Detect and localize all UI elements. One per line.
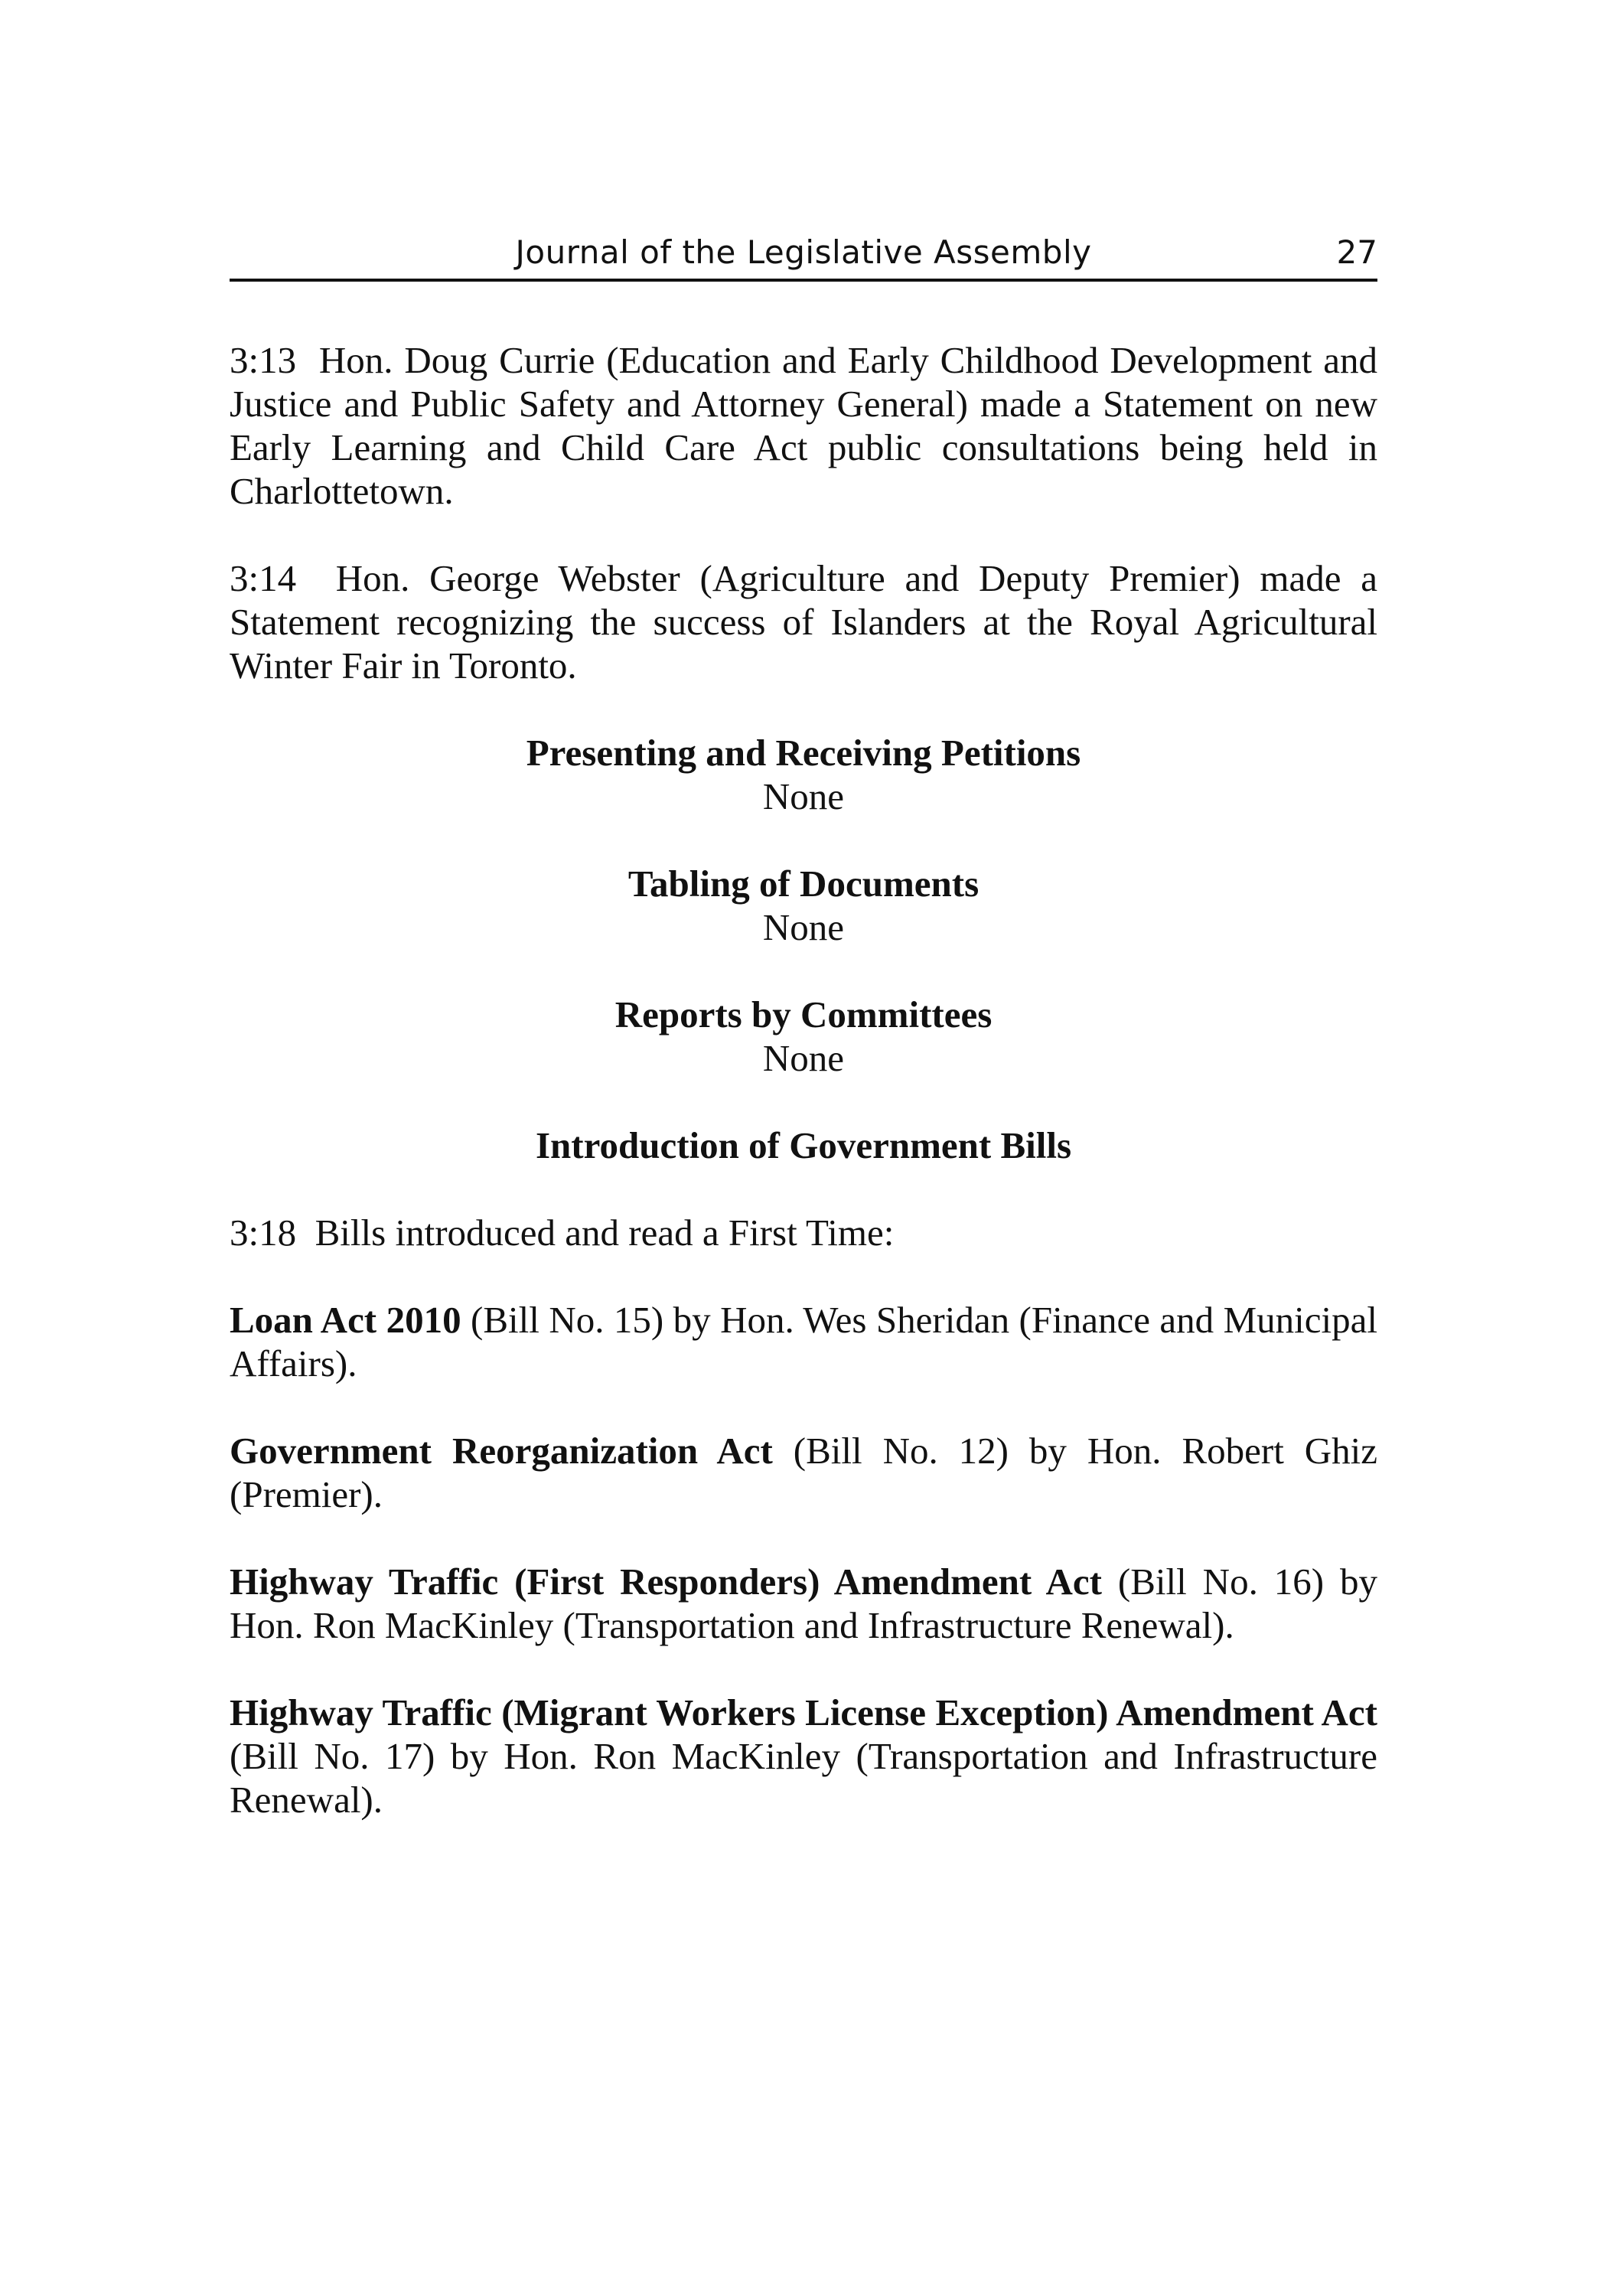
bill-title: Highway Traffic (Migrant Workers License Exception) Amendment Act [230,1691,1377,1733]
bill-title: Loan Act 2010 [230,1299,461,1341]
bill-details: (Bill No. 16) by Hon. Ron MacKinley (Transportation and Infrastructure Renewal). [230,1561,1378,1646]
section-body: None [762,775,845,817]
running-title: Journal of the Legislative Assembly [515,233,1092,271]
section-heading: Reports by Committees [614,993,993,1035]
section-heading: Introduction of Government Bills [535,1124,1072,1166]
bills-intro-time: 3:18 [230,1212,297,1254]
statement-entry [230,338,1377,513]
page-header [230,227,1377,282]
bill-entry [230,1560,1377,1647]
bill-entry [230,1429,1377,1516]
statement-time: 3:13 [230,339,297,381]
statement-text: Hon. George Webster (Agriculture and Deputy Premier) made a Statement recognizing the success of Islanders at the Royal Agricultural Winter Fair in Toronto. [230,557,1377,687]
bills-intro [230,1211,1377,1254]
section-tabling [230,862,1377,949]
statement-entry [230,556,1377,687]
bill-details: (Bill No. 15) by Hon. Wes Sheridan (Finance and Municipal Affairs). [230,1299,1378,1384]
section-reports [230,993,1377,1080]
bill-entry [230,1691,1377,1821]
bill-details: (Bill No. 17) by Hon. Ron MacKinley (Transportation and Infrastructure Renewal). [230,1735,1377,1821]
statement-text: Hon. Doug Currie (Education and Early Childhood Development and Justice and Public Safety and Attorney General) made a Statement on new Early Learning and Child Care Act public consultations being held in Charlottetown. [230,339,1378,512]
bill-title: Highway Traffic (First Responders) Amendment Act [230,1561,1102,1603]
statement-time: 3:14 [230,557,297,599]
bills-intro-text: Bills introduced and read a First Time: [315,1212,895,1254]
section-body: None [762,906,845,948]
bill-entry [230,1298,1377,1385]
section-heading: Presenting and Receiving Petitions [526,732,1081,774]
section-petitions [230,731,1377,818]
bill-title: Government Reorganization Act [230,1430,773,1472]
page-content [230,338,1377,1821]
section-heading: Tabling of Documents [627,863,980,905]
section-body: None [762,1037,845,1079]
section-government-bills [230,1124,1377,1167]
bill-details: (Bill No. 12) by Hon. Robert Ghiz (Premier). [230,1430,1378,1515]
page-number: 27 [1336,233,1377,271]
